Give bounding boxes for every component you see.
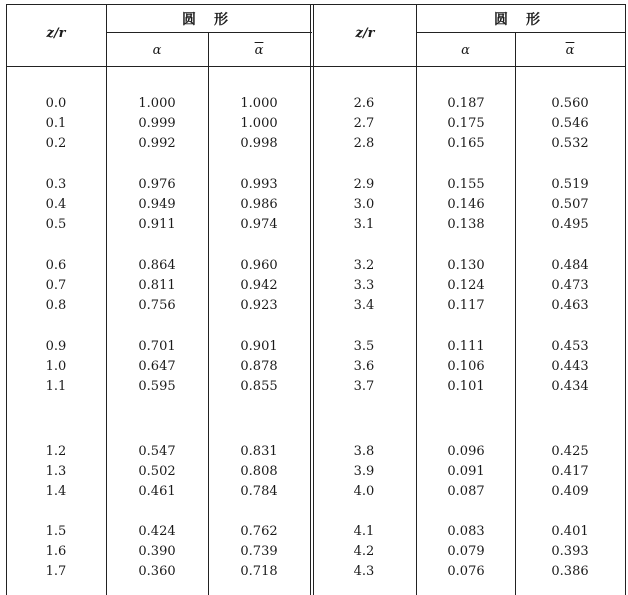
header-zr-left: z/r xyxy=(46,26,66,41)
cell-zr-right: 3.7 xyxy=(353,379,375,394)
cell-alpha-bar-left: 0.901 xyxy=(240,339,278,354)
cell-zr-right: 3.6 xyxy=(353,359,375,374)
cell-zr-left: 1.1 xyxy=(45,379,67,394)
cell-zr-left: 0.6 xyxy=(45,258,67,273)
subheader-divider-left xyxy=(106,32,312,33)
cell-alpha-bar-right: 0.473 xyxy=(551,278,589,293)
cell-alpha-bar-right: 0.393 xyxy=(551,544,589,559)
cell-alpha-left: 0.976 xyxy=(138,177,176,192)
cell-zr-left: 0.8 xyxy=(45,298,67,313)
cell-alpha-left: 0.461 xyxy=(138,484,176,499)
header-alpha-left: α xyxy=(152,43,162,58)
cell-zr-left: 1.3 xyxy=(45,464,67,479)
cell-alpha-left: 0.595 xyxy=(138,379,176,394)
cell-zr-left: 0.5 xyxy=(45,217,67,232)
cell-zr-right: 4.2 xyxy=(353,544,375,559)
cell-alpha-left: 0.647 xyxy=(138,359,176,374)
cell-alpha-bar-left: 0.808 xyxy=(240,464,278,479)
cell-alpha-right: 0.106 xyxy=(447,359,485,374)
cell-zr-right: 2.6 xyxy=(353,96,375,111)
cell-alpha-bar-right: 0.495 xyxy=(551,217,589,232)
header-alpha-bar-right: $\overline{\alpha}$ xyxy=(565,43,575,58)
cell-zr-left: 0.3 xyxy=(45,177,67,192)
cell-alpha-right: 0.117 xyxy=(447,298,485,313)
cell-alpha-bar-right: 0.425 xyxy=(551,444,589,459)
cell-alpha-bar-right: 0.386 xyxy=(551,564,589,579)
cell-alpha-left: 0.360 xyxy=(138,564,176,579)
col-divider-4 xyxy=(416,4,417,595)
cell-alpha-bar-left: 0.784 xyxy=(240,484,278,499)
cell-zr-right: 4.1 xyxy=(353,524,375,539)
cell-zr-right: 3.3 xyxy=(353,278,375,293)
cell-zr-right: 4.3 xyxy=(353,564,375,579)
header-circle-right: 圆形 xyxy=(494,12,558,28)
header-alpha-right: α xyxy=(461,43,470,58)
cell-alpha-left: 0.911 xyxy=(138,217,176,232)
cell-zr-right: 3.9 xyxy=(353,464,375,479)
cell-alpha-bar-right: 0.532 xyxy=(551,136,589,151)
cell-alpha-bar-left: 0.923 xyxy=(240,298,278,313)
header-zr-right: z/r xyxy=(355,26,375,41)
cell-zr-left: 1.2 xyxy=(45,444,67,459)
cell-alpha-right: 0.175 xyxy=(447,116,485,131)
cell-alpha-right: 0.079 xyxy=(447,544,485,559)
cell-zr-right: 3.4 xyxy=(353,298,375,313)
cell-alpha-left: 0.949 xyxy=(138,197,176,212)
cell-alpha-left: 0.701 xyxy=(138,339,176,354)
header-divider xyxy=(6,66,626,67)
cell-zr-left: 0.4 xyxy=(45,197,67,212)
cell-zr-right: 3.5 xyxy=(353,339,375,354)
cell-alpha-right: 0.111 xyxy=(447,339,485,354)
cell-alpha-right: 0.165 xyxy=(447,136,485,151)
header-alpha-bar-left: $\overline{\alpha}$ xyxy=(254,43,264,58)
cell-alpha-bar-left: 0.762 xyxy=(240,524,278,539)
cell-alpha-bar-left: 0.986 xyxy=(240,197,278,212)
cell-zr-left: 0.2 xyxy=(45,136,67,151)
cell-zr-left: 1.7 xyxy=(45,564,67,579)
cell-alpha-bar-right: 0.453 xyxy=(551,339,589,354)
cell-alpha-right: 0.146 xyxy=(447,197,485,212)
col-divider-2 xyxy=(208,32,209,595)
right-border xyxy=(625,4,626,595)
cell-alpha-left: 0.547 xyxy=(138,444,176,459)
cell-zr-left: 0.0 xyxy=(45,96,67,111)
cell-alpha-bar-left: 0.942 xyxy=(240,278,278,293)
cell-zr-left: 1.5 xyxy=(45,524,67,539)
cell-alpha-bar-left: 0.718 xyxy=(240,564,278,579)
cell-zr-right: 3.2 xyxy=(353,258,375,273)
cell-alpha-bar-right: 0.560 xyxy=(551,96,589,111)
cell-alpha-right: 0.101 xyxy=(447,379,485,394)
cell-zr-right: 3.8 xyxy=(353,444,375,459)
cell-alpha-bar-left: 0.974 xyxy=(240,217,278,232)
cell-zr-right: 4.0 xyxy=(353,484,375,499)
cell-alpha-left: 0.864 xyxy=(138,258,176,273)
cell-alpha-bar-left: 0.855 xyxy=(240,379,278,394)
cell-zr-left: 1.0 xyxy=(45,359,67,374)
cell-alpha-bar-left: 0.960 xyxy=(240,258,278,273)
cell-alpha-left: 0.424 xyxy=(138,524,176,539)
cell-alpha-left: 0.811 xyxy=(138,278,176,293)
cell-alpha-left: 0.390 xyxy=(138,544,176,559)
cell-alpha-bar-right: 0.401 xyxy=(551,524,589,539)
cell-zr-left: 0.7 xyxy=(45,278,67,293)
cell-alpha-left: 0.999 xyxy=(138,116,176,131)
cell-alpha-bar-left: 0.993 xyxy=(240,177,278,192)
cell-alpha-bar-right: 0.519 xyxy=(551,177,589,192)
cell-alpha-right: 0.091 xyxy=(447,464,485,479)
cell-alpha-bar-left: 0.831 xyxy=(240,444,278,459)
cell-zr-right: 2.9 xyxy=(353,177,375,192)
cell-alpha-bar-right: 0.417 xyxy=(551,464,589,479)
cell-zr-right: 3.1 xyxy=(353,217,375,232)
cell-alpha-right: 0.096 xyxy=(447,444,485,459)
cell-alpha-bar-right: 0.463 xyxy=(551,298,589,313)
cell-alpha-bar-right: 0.546 xyxy=(551,116,589,131)
cell-alpha-left: 0.756 xyxy=(138,298,176,313)
subheader-divider-right xyxy=(416,32,626,33)
cell-alpha-right: 0.138 xyxy=(447,217,485,232)
cell-zr-right: 2.8 xyxy=(353,136,375,151)
cell-alpha-right: 0.155 xyxy=(447,177,485,192)
cell-alpha-bar-left: 1.000 xyxy=(240,96,278,111)
cell-zr-left: 0.1 xyxy=(45,116,67,131)
col-divider-1 xyxy=(106,4,107,595)
cell-alpha-right: 0.124 xyxy=(447,278,485,293)
cell-alpha-right: 0.076 xyxy=(447,564,485,579)
cell-alpha-bar-right: 0.409 xyxy=(551,484,589,499)
cell-zr-left: 1.6 xyxy=(45,544,67,559)
top-border xyxy=(6,4,626,5)
center-double-line-b xyxy=(313,4,314,595)
cell-alpha-right: 0.187 xyxy=(447,96,485,111)
cell-alpha-right: 0.083 xyxy=(447,524,485,539)
cell-alpha-right: 0.087 xyxy=(447,484,485,499)
col-divider-5 xyxy=(515,32,516,595)
left-border xyxy=(6,4,7,595)
cell-zr-right: 3.0 xyxy=(353,197,375,212)
cell-alpha-right: 0.130 xyxy=(447,258,485,273)
cell-alpha-bar-left: 0.998 xyxy=(240,136,278,151)
cell-alpha-bar-left: 0.878 xyxy=(240,359,278,374)
cell-alpha-left: 0.992 xyxy=(138,136,176,151)
cell-alpha-left: 1.000 xyxy=(138,96,176,111)
cell-zr-left: 0.9 xyxy=(45,339,67,354)
cell-alpha-left: 0.502 xyxy=(138,464,176,479)
cell-alpha-bar-left: 1.000 xyxy=(240,116,278,131)
cell-alpha-bar-right: 0.484 xyxy=(551,258,589,273)
cell-zr-right: 2.7 xyxy=(353,116,375,131)
cell-alpha-bar-right: 0.507 xyxy=(551,197,589,212)
cell-alpha-bar-right: 0.434 xyxy=(551,379,589,394)
center-double-line-a xyxy=(310,4,311,595)
cell-zr-left: 1.4 xyxy=(45,484,67,499)
cell-alpha-bar-right: 0.443 xyxy=(551,359,589,374)
header-circle-left: 圆形 xyxy=(182,12,246,28)
cell-alpha-bar-left: 0.739 xyxy=(240,544,278,559)
